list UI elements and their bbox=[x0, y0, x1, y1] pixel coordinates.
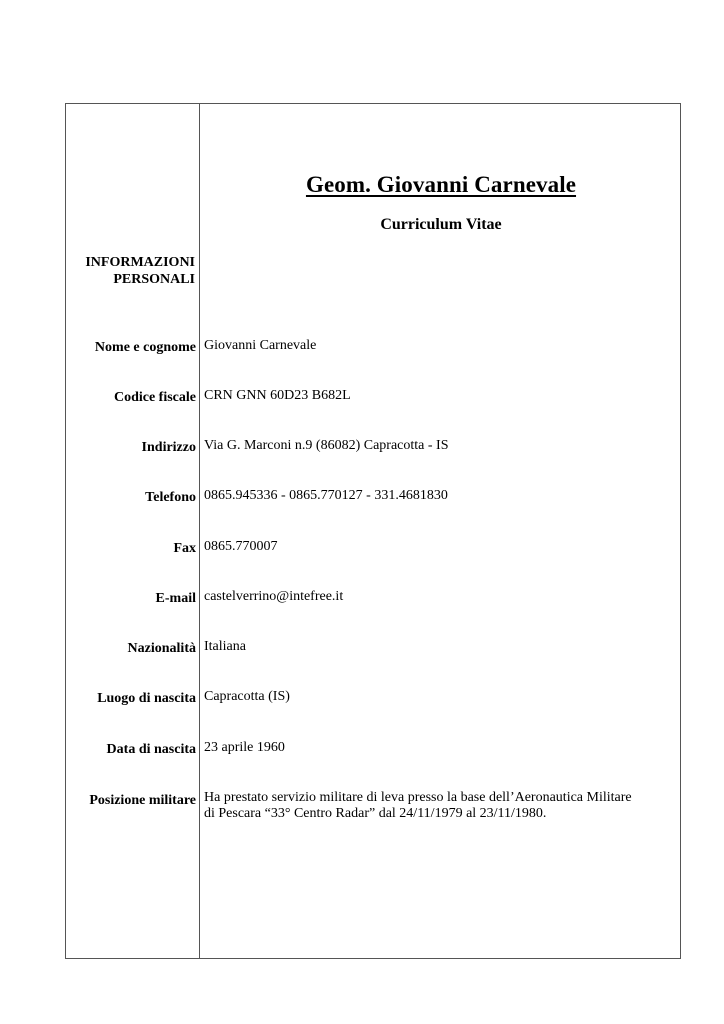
label-fax: Fax bbox=[173, 541, 196, 556]
label-posizione-militare: Posizione militare bbox=[89, 793, 196, 808]
value-telefono: 0865.945336 - 0865.770127 - 331.4681830 bbox=[204, 488, 448, 503]
label-nome-cognome: Nome e cognome bbox=[94, 340, 196, 355]
value-posizione-militare bbox=[204, 790, 674, 822]
label-email: E-mail bbox=[155, 591, 196, 606]
section-heading-line2: PERSONALI bbox=[113, 272, 195, 287]
label-indirizzo: Indirizzo bbox=[141, 440, 196, 455]
cv-title: Geom. Giovanni Carnevale bbox=[305, 172, 577, 197]
label-telefono: Telefono bbox=[145, 490, 196, 505]
value-email: castelverrino@intefree.it bbox=[204, 589, 344, 604]
label-nazionalita: Nazionalità bbox=[127, 641, 196, 656]
label-data-nascita: Data di nascita bbox=[106, 742, 196, 757]
section-heading-line1: INFORMAZIONI bbox=[85, 255, 195, 270]
value-codice-fiscale: CRN GNN 60D23 B682L bbox=[204, 388, 351, 403]
label-luogo-nascita: Luogo di nascita bbox=[97, 691, 196, 706]
value-luogo-nascita: Capracotta (IS) bbox=[204, 689, 290, 704]
cv-subtitle: Curriculum Vitae bbox=[380, 216, 502, 233]
value-nazionalita: Italiana bbox=[204, 639, 246, 654]
value-nome-cognome: Giovanni Carnevale bbox=[204, 338, 317, 353]
value-posizione-militare-line2: di Pescara “33° Centro Radar” dal 24/11/1979 al 23/11/1980. bbox=[204, 806, 547, 821]
column-divider bbox=[199, 103, 200, 959]
label-codice-fiscale: Codice fiscale bbox=[113, 390, 196, 405]
section-heading bbox=[70, 254, 195, 288]
value-data-nascita: 23 aprile 1960 bbox=[204, 740, 285, 755]
value-indirizzo: Via G. Marconi n.9 (86082) Capracotta - IS bbox=[204, 438, 449, 453]
value-fax: 0865.770007 bbox=[204, 539, 278, 554]
value-posizione-militare-line1: Ha prestato servizio militare di leva presso la base dell’Aeronautica Militare bbox=[204, 790, 632, 805]
